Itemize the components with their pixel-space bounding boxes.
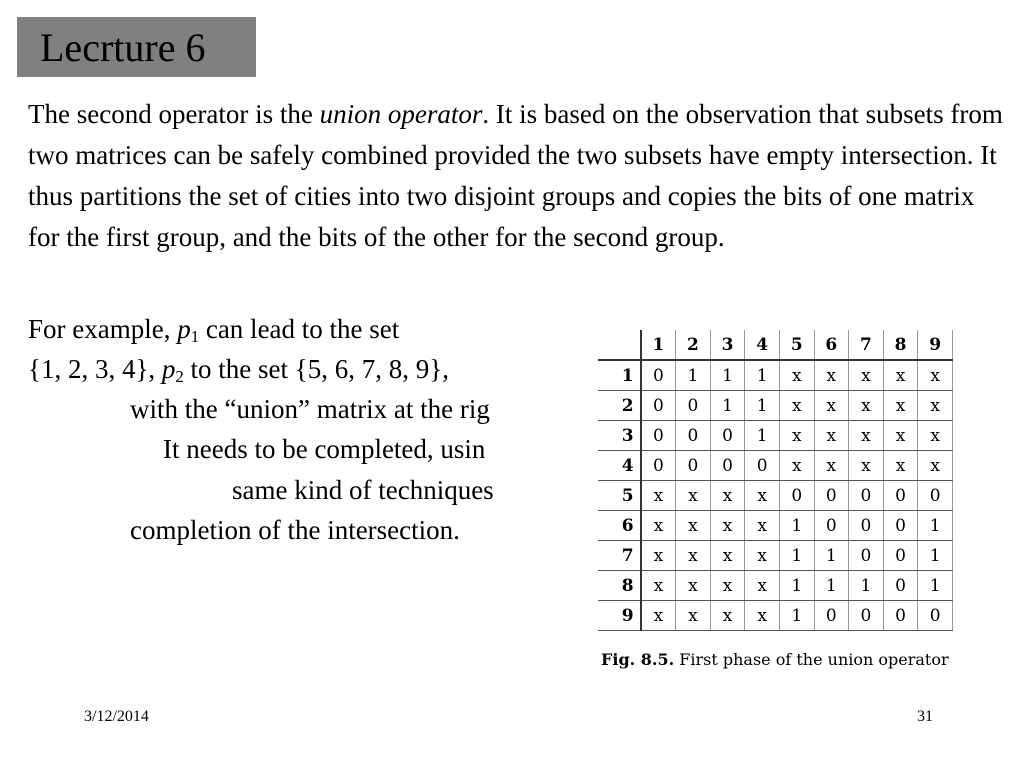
- matrix-row: [598, 571, 953, 601]
- matrix-cell: x: [918, 391, 953, 421]
- matrix-cell: 0: [849, 511, 884, 541]
- matrix-row: [598, 421, 953, 451]
- matrix-cell: x: [745, 481, 780, 511]
- matrix-cell: 1: [814, 571, 849, 601]
- matrix-cell: x: [710, 541, 745, 571]
- matrix-row-header: 7: [598, 541, 641, 571]
- matrix-cell: x: [641, 571, 676, 601]
- matrix-cell: x: [849, 421, 884, 451]
- matrix-cell: 0: [641, 391, 676, 421]
- example-line-5: same kind of techniques: [232, 475, 494, 505]
- matrix-cell: 0: [676, 391, 711, 421]
- matrix-cell: 0: [814, 511, 849, 541]
- matrix-cell: 0: [883, 481, 918, 511]
- example-line-1: [28, 309, 399, 349]
- matrix-row-header: 1: [598, 360, 641, 391]
- caption-label: Fig. 8.5.: [601, 650, 675, 669]
- matrix-cell: 0: [641, 360, 676, 391]
- matrix-cell: x: [883, 421, 918, 451]
- matrix-row: [598, 360, 953, 391]
- matrix-cell: x: [918, 421, 953, 451]
- matrix-cell: 0: [883, 541, 918, 571]
- matrix-cell: 0: [779, 481, 814, 511]
- matrix-cell: x: [676, 571, 711, 601]
- matrix-cell: x: [814, 360, 849, 391]
- matrix-row: [598, 481, 953, 511]
- matrix-cell: x: [883, 360, 918, 391]
- matrix-cell: x: [745, 511, 780, 541]
- matrix-row-header: 2: [598, 391, 641, 421]
- example-line-4: It needs to be completed, usin: [163, 434, 486, 464]
- matrix-cell: x: [641, 541, 676, 571]
- matrix-cell: x: [676, 481, 711, 511]
- matrix-cell: x: [814, 421, 849, 451]
- matrix-row: [598, 391, 953, 421]
- matrix-cell: 0: [849, 601, 884, 631]
- matrix-cell: 0: [745, 451, 780, 481]
- matrix-col-header: 8: [883, 330, 918, 360]
- p1-subscript: 1: [190, 327, 200, 347]
- union-matrix: [598, 330, 953, 631]
- matrix-cell: 0: [641, 451, 676, 481]
- matrix-col-header: 4: [745, 330, 780, 360]
- matrix-cell: x: [918, 360, 953, 391]
- matrix-cell: x: [745, 601, 780, 631]
- matrix-cell: 0: [710, 451, 745, 481]
- matrix-row: [598, 601, 953, 631]
- matrix-cell: 1: [779, 571, 814, 601]
- matrix-cell: 0: [710, 421, 745, 451]
- matrix-cell: x: [849, 360, 884, 391]
- slide-title: Lecrture 6: [40, 25, 206, 70]
- matrix-row: [598, 511, 953, 541]
- matrix-cell: x: [710, 481, 745, 511]
- matrix-cell: x: [814, 391, 849, 421]
- body-paragraph: [28, 94, 1008, 258]
- matrix-corner: [598, 330, 641, 360]
- matrix-cell: x: [641, 601, 676, 631]
- matrix-cell: 0: [883, 571, 918, 601]
- matrix-cell: x: [676, 511, 711, 541]
- matrix-cell: 1: [710, 360, 745, 391]
- matrix-cell: x: [745, 541, 780, 571]
- example-line-6: completion of the intersection.: [130, 515, 460, 545]
- matrix-col-header: 7: [849, 330, 884, 360]
- matrix-row: [598, 541, 953, 571]
- matrix-cell: 1: [779, 601, 814, 631]
- matrix-cell: 1: [745, 391, 780, 421]
- matrix-cell: x: [779, 451, 814, 481]
- paragraph-part2: . It is based on the observation that subsets from two matrices can be safely combined provided the two subsets have empty intersection. It thus partitions the set of cities into two disjoint groups and copies the bits of one matrix for the first group, and the bits of the other for the second group.: [28, 99, 1003, 252]
- example-line-2: [28, 349, 449, 389]
- matrix-col-header: 3: [710, 330, 745, 360]
- p2-symbol: p: [161, 354, 176, 384]
- matrix-cell: 0: [918, 481, 953, 511]
- matrix-cell: 1: [918, 541, 953, 571]
- matrix-row-header: 9: [598, 601, 641, 631]
- matrix-cell: 1: [814, 541, 849, 571]
- matrix-cell: x: [676, 541, 711, 571]
- matrix-col-header: 1: [641, 330, 676, 360]
- matrix-cell: x: [710, 601, 745, 631]
- caption-text: First phase of the union operator: [674, 650, 949, 669]
- matrix-cell: 1: [676, 360, 711, 391]
- footer-date: 3/12/2014: [84, 708, 149, 725]
- matrix-col-header: 5: [779, 330, 814, 360]
- matrix-cell: x: [918, 451, 953, 481]
- matrix-row: [598, 451, 953, 481]
- matrix-col-header: 2: [676, 330, 711, 360]
- matrix-row-header: 3: [598, 421, 641, 451]
- matrix-cell: 0: [641, 421, 676, 451]
- matrix-cell: 0: [814, 601, 849, 631]
- matrix-cell: 0: [676, 451, 711, 481]
- example-line-1-a: For example,: [28, 314, 178, 344]
- example-line-2-a: {1, 2, 3, 4},: [28, 354, 162, 384]
- matrix-cell: x: [849, 391, 884, 421]
- matrix-cell: 0: [883, 511, 918, 541]
- matrix-cell: 1: [779, 511, 814, 541]
- matrix-cell: 0: [849, 481, 884, 511]
- example-line-2-b: to the set {5, 6, 7, 8, 9},: [183, 354, 449, 384]
- matrix-row-header: 4: [598, 451, 641, 481]
- matrix-cell: x: [676, 601, 711, 631]
- example-line-3: with the “union” matrix at the rig: [130, 394, 490, 424]
- example-line-1-b: can lead to the set: [199, 314, 400, 344]
- matrix-cell: 1: [745, 360, 780, 391]
- figure-caption: [601, 650, 949, 669]
- page-number: 31: [917, 708, 933, 725]
- matrix-cell: 0: [883, 601, 918, 631]
- matrix-col-header: 6: [814, 330, 849, 360]
- matrix-row-header: 5: [598, 481, 641, 511]
- matrix-cell: 1: [918, 511, 953, 541]
- p2-subscript: 2: [175, 367, 184, 387]
- matrix-row-header: 6: [598, 511, 641, 541]
- matrix-cell: 1: [849, 571, 884, 601]
- matrix-cell: 0: [849, 541, 884, 571]
- matrix-cell: x: [745, 571, 780, 601]
- matrix-cell: 0: [676, 421, 711, 451]
- matrix-cell: x: [641, 511, 676, 541]
- matrix-cell: 1: [710, 391, 745, 421]
- paragraph-part1: The second operator is the: [28, 99, 320, 129]
- matrix-row-header: 8: [598, 571, 641, 601]
- p1-symbol: p: [177, 314, 191, 344]
- matrix-cell: 0: [918, 601, 953, 631]
- matrix-cell: 1: [779, 541, 814, 571]
- matrix-cell: 1: [918, 571, 953, 601]
- matrix-cell: x: [641, 481, 676, 511]
- matrix-cell: x: [710, 511, 745, 541]
- matrix-cell: x: [779, 391, 814, 421]
- matrix-cell: x: [779, 360, 814, 391]
- matrix-cell: 0: [814, 481, 849, 511]
- matrix-cell: x: [883, 451, 918, 481]
- matrix-cell: x: [710, 571, 745, 601]
- paragraph-italic-term: union operator: [319, 99, 483, 129]
- matrix-col-header: 9: [918, 330, 953, 360]
- matrix-cell: x: [849, 451, 884, 481]
- matrix-cell: x: [883, 391, 918, 421]
- matrix-cell: x: [814, 451, 849, 481]
- union-matrix-figure: [598, 330, 953, 626]
- matrix-cell: 1: [745, 421, 780, 451]
- matrix-cell: x: [779, 421, 814, 451]
